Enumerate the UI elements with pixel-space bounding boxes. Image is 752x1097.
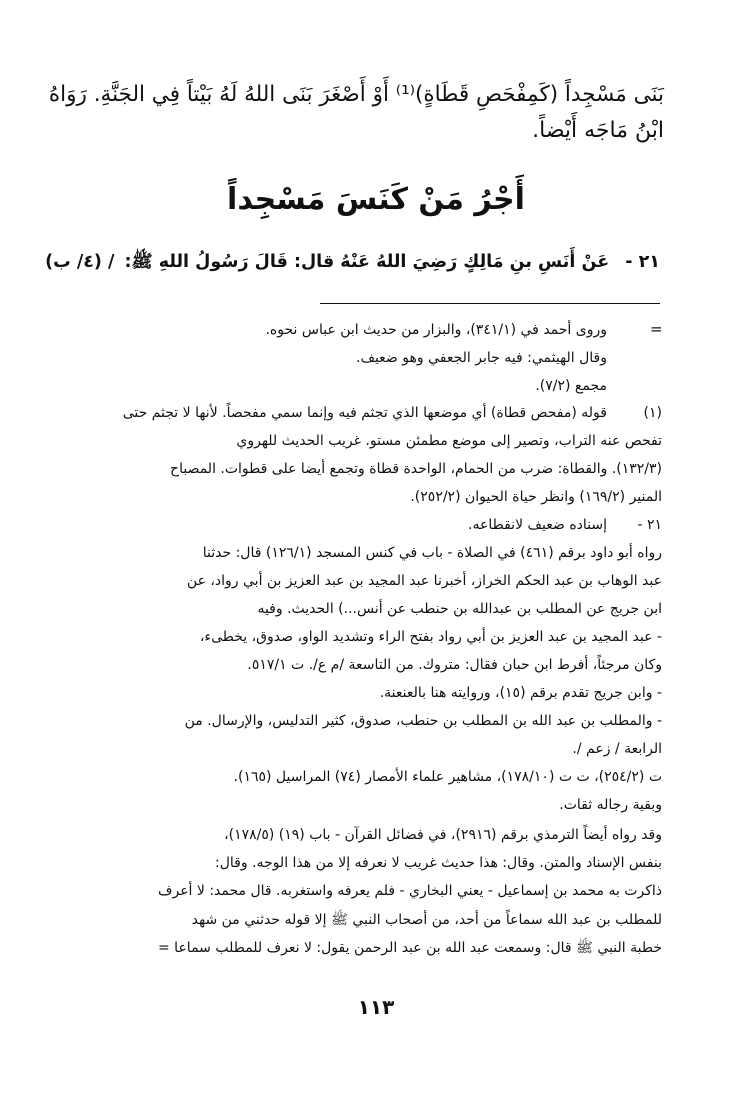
footnote-line: ابن جريج عن المطلب بن عبدالله بن حنطب عن أنس...) الحديث. وفيه xyxy=(257,601,662,617)
footnote-marker-21: ٢١ - xyxy=(637,517,662,533)
hadith-line xyxy=(45,250,660,276)
manuscript-reference: / (٤/ ب) xyxy=(45,252,115,272)
page-number: ١١٣ xyxy=(357,995,395,1019)
footnote-line: المنير (١٦٩/٢) وانظر حياة الحيوان (٢٥٢/٢). xyxy=(410,489,662,505)
footnote-line: بنفس الإسناد والمتن. وقال: هذا حديث غريب لا نعرفه إلا من هذا الوجه. وقال: xyxy=(215,855,662,871)
footnote-line: تفحص عنه التراب، وتصير إلى موضع مطمئن مستو. غريب الحديث للهروي xyxy=(236,433,662,449)
section-heading: أَجْرُ مَنْ كَنَسَ مَسْجِداً xyxy=(227,182,525,217)
hadith-text: عَنْ أَنَسِ بنِ مَالِكٍ رَضِيَ اللهُ عَنْهُ قال: قَالَ رَسُولُ اللهِ ﷺ: xyxy=(124,252,610,272)
continuation-mark: = xyxy=(650,320,663,338)
footnote-line: - والمطلب بن عبد الله بن المطلب بن حنطب، صدوق، كثير التدليس، والإرسال. من xyxy=(184,713,662,729)
footnote-line: (١٣٢/٣). والقطاة: ضرب من الحمام، الواحدة قطاة وتجمع أيضا على قطوات. المصباح xyxy=(170,461,662,477)
footnote-line: - عبد المجيد بن عبد العزيز بن أبي رواد بفتح الراء وتشديد الواو، صدوق، يخطىء، xyxy=(200,629,662,645)
footnote-line: رواه أبو داود برقم (٤٦١) في الصلاة - باب في كنس المسجد (١٢٦/١) قال: حدثنا xyxy=(202,545,662,561)
top-paragraph-line-1: بَنَى مَسْجِداً (كَمِفْحَصِ قَطَاةٍ)⁽¹⁾ أَوْ أَصْغَرَ بَنَى اللهُ لَهُ بَيْتاً فِي الجَنَّةِ. رَوَاهُ xyxy=(48,82,664,107)
footnote-line: وروى أحمد في (٣٤١/١)، والبزار من حديث ابن عباس نحوه. xyxy=(265,322,607,338)
footnote-line: قوله (مفحص قطاة) أي موضعها الذي تجثم فيه وإنما سمي مفحصاً. لأنها لا تجثم حتى xyxy=(122,405,607,421)
hadith-number: ٢١ - xyxy=(625,252,660,272)
footnote-line: - وابن جريج تقدم برقم (١٥)، وروايته هنا بالعنعنة. xyxy=(379,685,662,701)
footnote-line: ذاكرت به محمد بن إسماعيل - يعني البخاري - فلم يعرفه واستغربه. قال محمد: لا أعرف xyxy=(157,883,662,899)
footnote-line: وقال الهيثمي: فيه جابر الجعفي وهو ضعيف. xyxy=(356,350,607,366)
footnote-line: عبد الوهاب بن عبد الحكم الخراز، أخبرنا عبد المجيد بن عبد العزيز بن أبي رواد، عن xyxy=(186,573,662,589)
footnote-line: وقد رواه أيضاً الترمذي برقم (٢٩١٦)، في فضائل القرآن - باب (١٩) (١٧٨/٥)، xyxy=(224,827,662,843)
footnote-line: ت (٢٥٤/٢)، ت ت (١٧٨/١٠)، مشاهير علماء الأمصار (٧٤) المراسيل (١٦٥). xyxy=(233,769,662,785)
footnote-line: وبقية رجاله ثقات. xyxy=(559,797,662,813)
footnote-line: إسناده ضعيف لانقطاعه. xyxy=(468,517,607,533)
footnote-line: الرابعة / زعم /. xyxy=(572,741,662,757)
footnote-line: مجمع (٧/٢). xyxy=(535,378,607,394)
footnote-line: وكان مرجئاً، أفرط ابن حبان فقال: متروك. من التاسعة /م ع/. ت ٥١٧/١. xyxy=(247,657,662,673)
footnote-line: خطبة النبي ﷺ قال: وسمعت عبد الله بن عبد الرحمن يقول: لا نعرف للمطلب سماعا = xyxy=(158,940,662,956)
top-paragraph-line-2: ابْنُ مَاجَه أَيْضاً. xyxy=(532,118,664,143)
footnote-separator xyxy=(320,303,660,304)
footnote-line: للمطلب بن عبد الله سماعاً من أحد، من أصحاب النبي ﷺ إلا قوله حدثني من شهد xyxy=(191,912,662,928)
footnote-marker-1: (١) xyxy=(643,405,662,421)
